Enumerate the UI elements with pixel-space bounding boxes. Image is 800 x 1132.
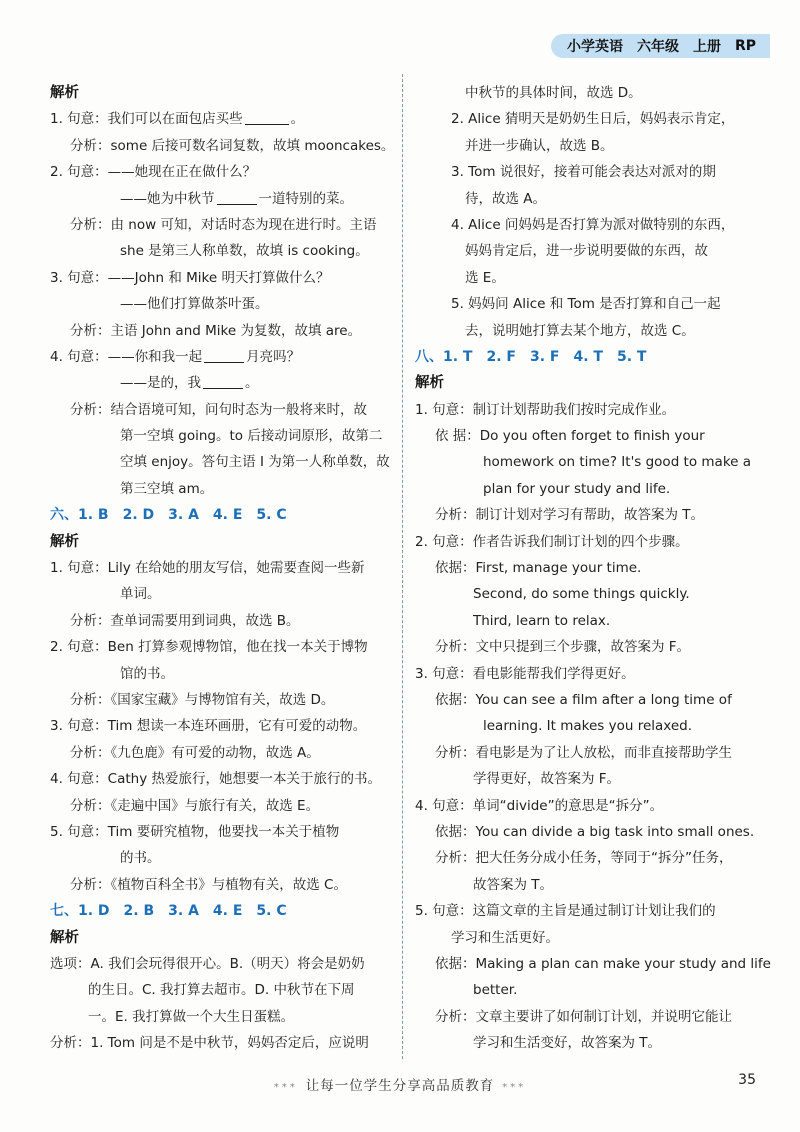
answer-line: plan for your study and life.	[483, 480, 671, 497]
answer-line: 第一空填 going。to 后接动词原形，故第二	[120, 428, 383, 445]
answer-line: 依据：You can see a film after a long time of	[435, 691, 732, 708]
answer-line: learning. It makes you relaxed.	[483, 718, 693, 735]
answer-line: 4. 句意：——你和我一起 月亮吗？	[50, 348, 301, 365]
stars-decoration-left: ***	[273, 1082, 298, 1093]
answer-line: ——是的，我 。	[120, 375, 259, 392]
book-header-badge	[551, 34, 770, 58]
answer-line: 故答案为 T。	[473, 876, 554, 893]
answer-line: 分析：《九色鹿》有可爱的动物，故选 A。	[70, 744, 320, 761]
answer-line: 分析：文中只提到三个步骤，故答案为 F。	[435, 639, 691, 656]
section-six-answers: 六、1. B 2. D 3. A 4. E 5. C	[50, 507, 287, 524]
edition-label: RP	[734, 38, 756, 54]
left-column	[50, 80, 395, 1056]
answer-line: 3. Tom 说很好，接着可能会表达对派对的期	[451, 164, 716, 181]
answer-line: 分析：看电影是为了让人放松，而非直接帮助学生	[435, 744, 732, 761]
answer-line: 3. 句意：——John 和 Mike 明天打算做什么？	[50, 269, 330, 286]
answer-line: 分析：制订计划对学习有帮助，故答案为 T。	[435, 507, 705, 524]
answer-line: 的书。	[120, 850, 161, 867]
answer-line: 一。E. 我打算做一个大生日蛋糕。	[88, 1008, 295, 1025]
answer-line: homework on time? It's good to make a	[483, 454, 752, 471]
fill-blank	[204, 348, 244, 363]
fill-blank	[245, 110, 289, 125]
analysis-heading: 解析	[50, 533, 79, 550]
answer-line: 2. 句意：Ben 打算参观博物馆，他在找一本关于博物	[50, 639, 368, 656]
answer-line: 并进一步确认，故选 B。	[465, 137, 614, 154]
answer-line: 依据：Making a plan can make your study and life	[435, 955, 771, 972]
answer-line: 馆的书。	[120, 665, 174, 682]
answer-line: 5. 句意：这篇文章的主旨是通过制订计划让我们的	[415, 903, 716, 920]
answer-line: 5. 妈妈问 Alice 和 Tom 是否打算和自己一起	[451, 296, 721, 313]
grade-label: 六年级	[636, 39, 679, 55]
volume-label: 上册	[692, 39, 721, 55]
fill-blank	[217, 190, 257, 205]
section-seven-answers: 七、1. D 2. B 3. A 4. E 5. C	[50, 903, 287, 920]
answer-line: 的生日。C. 我打算去超市。D. 中秋节在下周	[88, 982, 355, 999]
answer-line: 选项：A. 我们会玩得很开心。B.（明天）将会是奶奶	[50, 955, 365, 972]
answer-line: 学习和生活变好，故答案为 T。	[473, 1035, 662, 1052]
page-number: 35	[738, 1072, 756, 1088]
answer-line: ——他们打算做茶叶蛋。	[120, 296, 269, 313]
stars-decoration-right: ***	[502, 1082, 527, 1093]
answer-line: 依据：First, manage your time.	[435, 560, 642, 577]
section-eight-answers: 八、1. T 2. F 3. F 4. T 5. T	[415, 348, 647, 365]
answer-line: 学习和生活更好。	[451, 929, 559, 946]
answer-line: 中秋节的具体时间，故选 D。	[465, 85, 642, 101]
page-footer	[0, 1074, 800, 1094]
answer-line: 4. Alice 问妈妈是否打算为派对做特别的东西，	[451, 216, 735, 233]
analysis-heading: 解析	[50, 929, 79, 946]
subject-label: 小学英语	[566, 39, 623, 55]
analysis-heading: 解析	[50, 85, 79, 101]
answer-line: 选 E。	[465, 269, 505, 286]
answer-line: 4. 句意：单词“divide”的意思是“拆分”。	[415, 797, 664, 814]
analysis-heading: 解析	[415, 375, 444, 392]
answer-line: 分析：查单词需要用到词典，故选 B。	[70, 612, 300, 629]
answer-line: 2. Alice 猜明天是奶奶生日后，妈妈表示肯定，	[451, 111, 735, 128]
answer-line: Second, do some things quickly.	[473, 586, 690, 603]
fill-blank	[203, 374, 243, 389]
column-divider	[402, 74, 403, 1059]
answer-line: 分析：主语 John and Mike 为复数，故填 are。	[70, 322, 362, 339]
answer-line: 空填 enjoy。答句主语 I 为第一人称单数，故	[120, 454, 390, 471]
answer-line: 分析：把大任务分成小任务，等同于“拆分”任务，	[435, 850, 733, 867]
answer-line: 妈妈肯定后，进一步说明要做的东西，故	[465, 243, 708, 260]
answer-line: 分析：some 后接可数名词复数，故填 mooncakes。	[70, 137, 395, 154]
answer-line: 4. 句意：Cathy 热爱旅行，她想要一本关于旅行的书。	[50, 771, 381, 788]
answer-line: 去，说明她打算去某个地方，故选 C。	[465, 322, 695, 339]
answer-line: 3. 句意：看电影能帮我们学得更好。	[415, 665, 635, 682]
answer-line: 分析：结合语境可知，问句时态为一般将来时，故	[70, 401, 367, 418]
answer-line: 2. 句意：作者告诉我们制订计划的四个步骤。	[415, 533, 689, 550]
answer-line: 待，故选 A。	[465, 190, 547, 207]
answer-line: 1. 句意：制订计划帮助我们按时完成作业。	[415, 401, 676, 418]
answer-line: 1. 句意：Lily 在给她的朋友写信，她需要查阅一些新	[50, 560, 365, 577]
answer-line: ——她为中秋节 一道特别的菜。	[120, 190, 353, 207]
footer-slogan: 让每一位学生分享高品质教育	[305, 1078, 495, 1094]
answer-line: 3. 句意：Tim 想读一本连环画册，它有可爱的动物。	[50, 718, 367, 735]
answer-line: 分析：文章主要讲了如何制订计划，并说明它能让	[435, 1008, 732, 1025]
answer-line: 分析：《走遍中国》与旅行有关，故选 E。	[70, 797, 320, 814]
right-column	[415, 80, 771, 1056]
answer-line: she 是第三人称单数，故填 is cooking。	[120, 243, 369, 260]
answer-line: 分析：《植物百科全书》与植物有关，故选 C。	[70, 876, 347, 893]
answer-line: 2. 句意：——她现在正在做什么？	[50, 164, 257, 181]
answer-line: 学得更好，故答案为 F。	[473, 771, 621, 788]
answer-line: 分析：1. Tom 问是不是中秋节，妈妈否定后，应说明	[50, 1035, 369, 1052]
answer-line: 第三空填 am。	[120, 480, 214, 497]
answer-line: 分析：《国家宝藏》与博物馆有关，故选 D。	[70, 691, 335, 708]
answer-line: Third, learn to relax.	[473, 612, 611, 629]
answer-line: 单词。	[120, 586, 161, 603]
answer-line: 分析：由 now 可知，对话时态为现在进行时。主语	[70, 216, 377, 233]
answer-line: 1. 句意：我们可以在面包店买些 。	[50, 111, 305, 128]
answer-line: 依据：You can divide a big task into small ones.	[435, 823, 755, 840]
answer-line: 5. 句意：Tim 要研究植物，他要找一本关于植物	[50, 823, 340, 840]
answer-line: better.	[473, 982, 518, 999]
answer-line: 依 据：Do you often forget to finish your	[435, 428, 705, 445]
